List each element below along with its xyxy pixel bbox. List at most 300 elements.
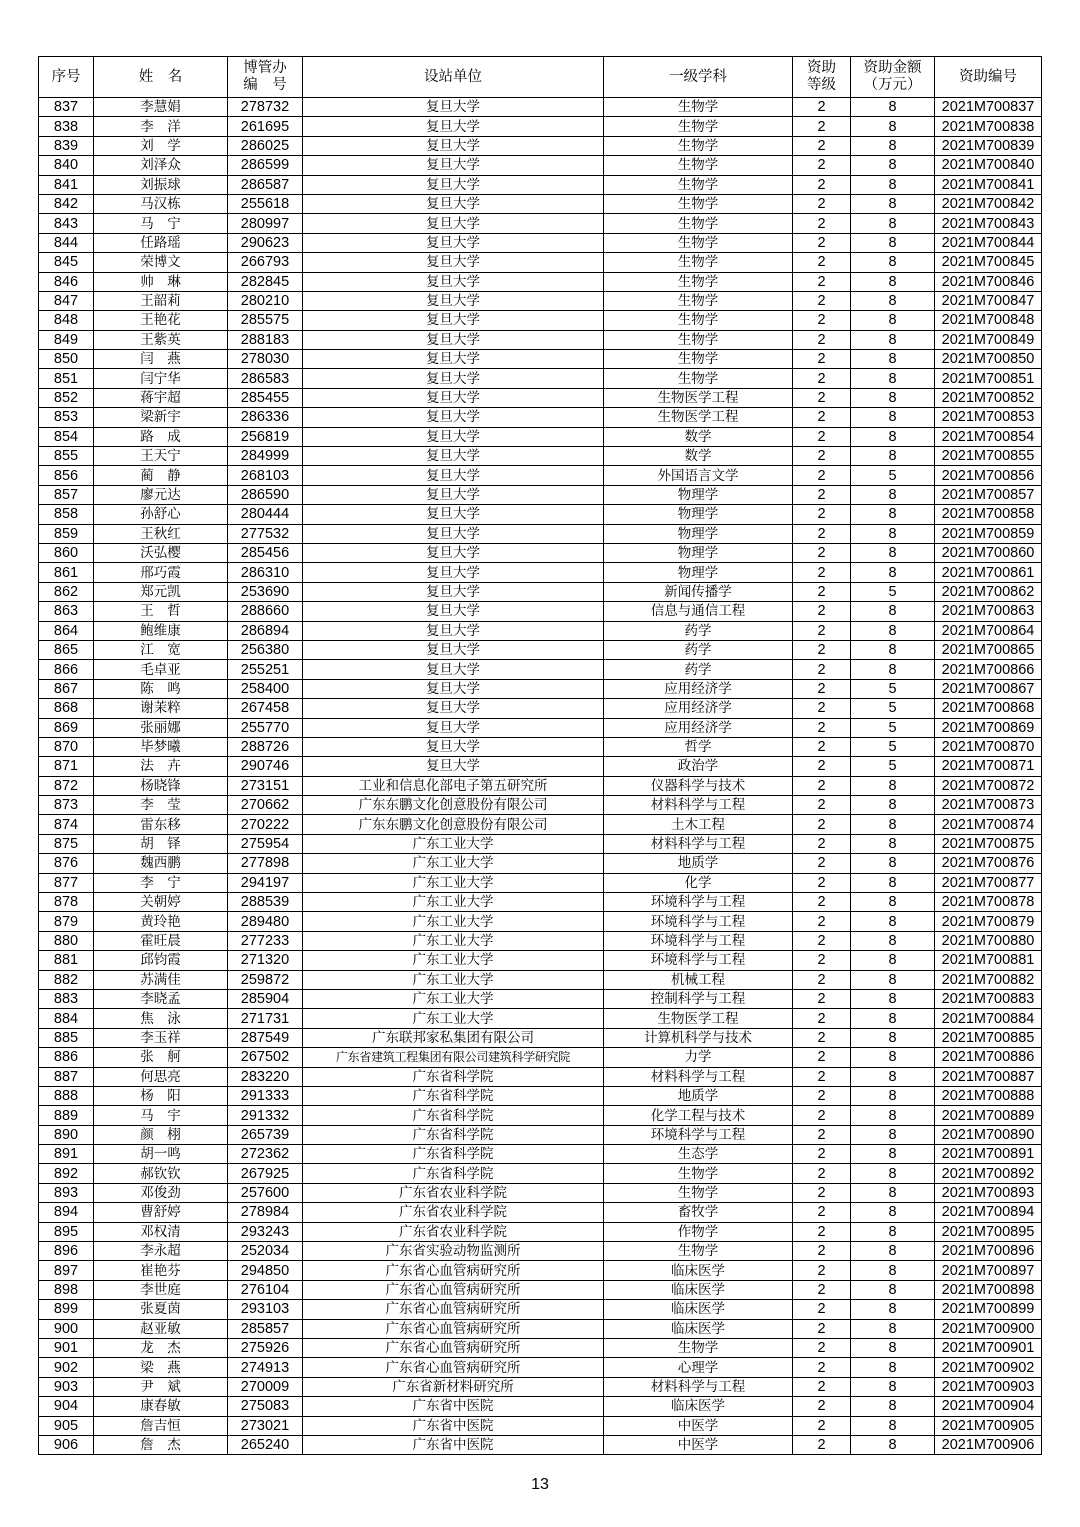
cell-unit: 复旦大学 bbox=[303, 214, 604, 233]
cell-subject: 物理学 bbox=[604, 485, 793, 504]
cell-subject: 哲学 bbox=[604, 737, 793, 756]
cell-grant-number: 2021M700901 bbox=[935, 1339, 1042, 1358]
cell-subject: 药学 bbox=[604, 640, 793, 659]
cell-unit: 广东工业大学 bbox=[303, 834, 604, 853]
cell-name: 关朝婷 bbox=[94, 893, 228, 912]
cell-grant-number: 2021M700856 bbox=[935, 466, 1042, 485]
cell-level: 2 bbox=[793, 815, 851, 834]
cell-amount: 8 bbox=[851, 175, 935, 194]
cell-index: 904 bbox=[39, 1397, 94, 1416]
table-row bbox=[39, 1067, 1042, 1086]
cell-amount: 8 bbox=[851, 1339, 935, 1358]
cell-amount: 8 bbox=[851, 1261, 935, 1280]
cell-level: 2 bbox=[793, 156, 851, 175]
cell-unit: 复旦大学 bbox=[303, 388, 604, 407]
cell-code: 288660 bbox=[228, 602, 303, 621]
table-row bbox=[39, 447, 1042, 466]
table-row bbox=[39, 1280, 1042, 1299]
cell-code: 280997 bbox=[228, 214, 303, 233]
table-row bbox=[39, 893, 1042, 912]
cell-amount: 8 bbox=[851, 893, 935, 912]
table-row bbox=[39, 1164, 1042, 1183]
cell-subject: 生物学 bbox=[604, 330, 793, 349]
cell-code: 255251 bbox=[228, 660, 303, 679]
cell-amount: 8 bbox=[851, 1358, 935, 1377]
table-row bbox=[39, 1203, 1042, 1222]
cell-amount: 8 bbox=[851, 1048, 935, 1067]
cell-code: 285904 bbox=[228, 989, 303, 1008]
cell-amount: 8 bbox=[851, 970, 935, 989]
cell-code: 286310 bbox=[228, 563, 303, 582]
table-row bbox=[39, 311, 1042, 330]
cell-grant-number: 2021M700885 bbox=[935, 1028, 1042, 1047]
table-row bbox=[39, 796, 1042, 815]
cell-grant-number: 2021M700863 bbox=[935, 602, 1042, 621]
cell-subject: 仪器科学与技术 bbox=[604, 776, 793, 795]
cell-grant-number: 2021M700859 bbox=[935, 524, 1042, 543]
cell-index: 871 bbox=[39, 757, 94, 776]
cell-unit: 广东省心血管病研究所 bbox=[303, 1358, 604, 1377]
cell-grant-number: 2021M700852 bbox=[935, 388, 1042, 407]
cell-name: 王 哲 bbox=[94, 602, 228, 621]
cell-name: 李玉祥 bbox=[94, 1028, 228, 1047]
cell-name: 何思亮 bbox=[94, 1067, 228, 1086]
cell-amount: 8 bbox=[851, 1319, 935, 1338]
cell-grant-number: 2021M700897 bbox=[935, 1261, 1042, 1280]
cell-name: 焦 泳 bbox=[94, 1009, 228, 1028]
cell-amount: 8 bbox=[851, 854, 935, 873]
cell-index: 870 bbox=[39, 737, 94, 756]
cell-grant-number: 2021M700894 bbox=[935, 1203, 1042, 1222]
table-row bbox=[39, 834, 1042, 853]
cell-subject: 控制科学与工程 bbox=[604, 989, 793, 1008]
cell-level: 2 bbox=[793, 272, 851, 291]
cell-subject: 临床医学 bbox=[604, 1261, 793, 1280]
cell-unit: 广东工业大学 bbox=[303, 854, 604, 873]
cell-amount: 8 bbox=[851, 272, 935, 291]
cell-name: 蔺 静 bbox=[94, 466, 228, 485]
table-row bbox=[39, 776, 1042, 795]
cell-index: 846 bbox=[39, 272, 94, 291]
cell-index: 875 bbox=[39, 834, 94, 853]
cell-code: 286583 bbox=[228, 369, 303, 388]
cell-index: 844 bbox=[39, 233, 94, 252]
cell-index: 905 bbox=[39, 1416, 94, 1435]
cell-amount: 8 bbox=[851, 1397, 935, 1416]
cell-subject: 应用经济学 bbox=[604, 699, 793, 718]
cell-level: 2 bbox=[793, 233, 851, 252]
table-row bbox=[39, 737, 1042, 756]
table-row bbox=[39, 563, 1042, 582]
cell-code: 270222 bbox=[228, 815, 303, 834]
cell-index: 859 bbox=[39, 524, 94, 543]
cell-index: 880 bbox=[39, 931, 94, 950]
table-row bbox=[39, 330, 1042, 349]
cell-name: 张 舸 bbox=[94, 1048, 228, 1067]
cell-unit: 广东工业大学 bbox=[303, 912, 604, 931]
cell-index: 860 bbox=[39, 543, 94, 562]
header-name: 姓 名 bbox=[94, 57, 228, 98]
cell-unit: 复旦大学 bbox=[303, 408, 604, 427]
cell-level: 2 bbox=[793, 776, 851, 795]
cell-level: 2 bbox=[793, 718, 851, 737]
cell-name: 梁新宇 bbox=[94, 408, 228, 427]
cell-unit: 复旦大学 bbox=[303, 563, 604, 582]
cell-unit: 广东省心血管病研究所 bbox=[303, 1261, 604, 1280]
cell-unit: 复旦大学 bbox=[303, 447, 604, 466]
cell-name: 江 宽 bbox=[94, 640, 228, 659]
cell-index: 869 bbox=[39, 718, 94, 737]
cell-subject: 生物学 bbox=[604, 175, 793, 194]
cell-unit: 复旦大学 bbox=[303, 621, 604, 640]
cell-amount: 8 bbox=[851, 485, 935, 504]
cell-code: 294850 bbox=[228, 1261, 303, 1280]
cell-amount: 8 bbox=[851, 369, 935, 388]
cell-amount: 8 bbox=[851, 815, 935, 834]
cell-code: 294197 bbox=[228, 873, 303, 892]
cell-amount: 8 bbox=[851, 505, 935, 524]
header-index: 序号 bbox=[39, 57, 94, 98]
cell-amount: 8 bbox=[851, 660, 935, 679]
cell-grant-number: 2021M700854 bbox=[935, 427, 1042, 446]
cell-code: 273151 bbox=[228, 776, 303, 795]
cell-amount: 8 bbox=[851, 951, 935, 970]
cell-subject: 生物学 bbox=[604, 98, 793, 117]
cell-subject: 生物学 bbox=[604, 233, 793, 252]
cell-grant-number: 2021M700861 bbox=[935, 563, 1042, 582]
cell-level: 2 bbox=[793, 1377, 851, 1396]
cell-subject: 生物学 bbox=[604, 214, 793, 233]
cell-level: 2 bbox=[793, 1067, 851, 1086]
cell-subject: 环境科学与工程 bbox=[604, 931, 793, 950]
cell-index: 863 bbox=[39, 602, 94, 621]
cell-level: 2 bbox=[793, 1242, 851, 1261]
cell-subject: 生物学 bbox=[604, 117, 793, 136]
cell-code: 271731 bbox=[228, 1009, 303, 1028]
cell-grant-number: 2021M700875 bbox=[935, 834, 1042, 853]
cell-unit: 广东工业大学 bbox=[303, 893, 604, 912]
cell-name: 任路瑶 bbox=[94, 233, 228, 252]
cell-level: 2 bbox=[793, 1009, 851, 1028]
cell-subject: 土木工程 bbox=[604, 815, 793, 834]
cell-unit: 复旦大学 bbox=[303, 737, 604, 756]
cell-level: 2 bbox=[793, 1145, 851, 1164]
cell-unit: 广东省建筑工程集团有限公司建筑科学研究院 bbox=[303, 1048, 604, 1067]
cell-subject: 临床医学 bbox=[604, 1319, 793, 1338]
cell-level: 2 bbox=[793, 1106, 851, 1125]
cell-index: 837 bbox=[39, 98, 94, 117]
cell-name: 李永超 bbox=[94, 1242, 228, 1261]
cell-name: 邱钧霞 bbox=[94, 951, 228, 970]
cell-code: 274913 bbox=[228, 1358, 303, 1377]
cell-index: 854 bbox=[39, 427, 94, 446]
cell-grant-number: 2021M700878 bbox=[935, 893, 1042, 912]
cell-level: 2 bbox=[793, 563, 851, 582]
table-row bbox=[39, 970, 1042, 989]
cell-level: 2 bbox=[793, 369, 851, 388]
cell-name: 邓权清 bbox=[94, 1222, 228, 1241]
cell-unit: 广东工业大学 bbox=[303, 989, 604, 1008]
cell-grant-number: 2021M700864 bbox=[935, 621, 1042, 640]
cell-name: 孙舒心 bbox=[94, 505, 228, 524]
cell-index: 899 bbox=[39, 1300, 94, 1319]
cell-subject: 生物学 bbox=[604, 136, 793, 155]
cell-name: 刘 学 bbox=[94, 136, 228, 155]
cell-level: 2 bbox=[793, 1028, 851, 1047]
cell-subject: 生物学 bbox=[604, 291, 793, 310]
cell-level: 2 bbox=[793, 194, 851, 213]
cell-subject: 畜牧学 bbox=[604, 1203, 793, 1222]
cell-unit: 广东工业大学 bbox=[303, 873, 604, 892]
cell-grant-number: 2021M700891 bbox=[935, 1145, 1042, 1164]
cell-amount: 5 bbox=[851, 757, 935, 776]
cell-unit: 广东联邦家私集团有限公司 bbox=[303, 1028, 604, 1047]
cell-unit: 广东东鹏文化创意股份有限公司 bbox=[303, 815, 604, 834]
table-row bbox=[39, 660, 1042, 679]
cell-grant-number: 2021M700880 bbox=[935, 931, 1042, 950]
cell-grant-number: 2021M700855 bbox=[935, 447, 1042, 466]
table-row bbox=[39, 1183, 1042, 1202]
cell-subject: 作物学 bbox=[604, 1222, 793, 1241]
cell-name: 谢茉粹 bbox=[94, 699, 228, 718]
cell-grant-number: 2021M700853 bbox=[935, 408, 1042, 427]
cell-code: 286025 bbox=[228, 136, 303, 155]
cell-index: 882 bbox=[39, 970, 94, 989]
cell-subject: 临床医学 bbox=[604, 1280, 793, 1299]
cell-level: 2 bbox=[793, 485, 851, 504]
cell-index: 900 bbox=[39, 1319, 94, 1338]
cell-index: 887 bbox=[39, 1067, 94, 1086]
cell-unit: 复旦大学 bbox=[303, 485, 604, 504]
cell-subject: 生物医学工程 bbox=[604, 388, 793, 407]
cell-amount: 8 bbox=[851, 796, 935, 815]
cell-name: 霍旺晨 bbox=[94, 931, 228, 950]
cell-level: 2 bbox=[793, 757, 851, 776]
cell-amount: 8 bbox=[851, 253, 935, 272]
cell-index: 849 bbox=[39, 330, 94, 349]
header-amount: 资助金额 （万元） bbox=[851, 57, 935, 98]
table-row bbox=[39, 912, 1042, 931]
cell-grant-number: 2021M700888 bbox=[935, 1086, 1042, 1105]
table-body bbox=[39, 98, 1042, 1455]
cell-grant-number: 2021M700846 bbox=[935, 272, 1042, 291]
table-row bbox=[39, 1048, 1042, 1067]
cell-amount: 8 bbox=[851, 989, 935, 1008]
cell-grant-number: 2021M700899 bbox=[935, 1300, 1042, 1319]
cell-grant-number: 2021M700876 bbox=[935, 854, 1042, 873]
cell-level: 2 bbox=[793, 873, 851, 892]
cell-name: 黄玲艳 bbox=[94, 912, 228, 931]
cell-name: 龙 杰 bbox=[94, 1339, 228, 1358]
table-row bbox=[39, 621, 1042, 640]
table-row bbox=[39, 602, 1042, 621]
table-row bbox=[39, 272, 1042, 291]
cell-name: 刘泽众 bbox=[94, 156, 228, 175]
cell-name: 王紫英 bbox=[94, 330, 228, 349]
cell-amount: 8 bbox=[851, 1125, 935, 1144]
cell-name: 李慧娟 bbox=[94, 98, 228, 117]
cell-index: 839 bbox=[39, 136, 94, 155]
cell-amount: 8 bbox=[851, 1164, 935, 1183]
cell-subject: 应用经济学 bbox=[604, 679, 793, 698]
cell-amount: 8 bbox=[851, 834, 935, 853]
cell-grant-number: 2021M700858 bbox=[935, 505, 1042, 524]
cell-amount: 8 bbox=[851, 1242, 935, 1261]
table-row bbox=[39, 233, 1042, 252]
cell-grant-number: 2021M700842 bbox=[935, 194, 1042, 213]
cell-subject: 生物学 bbox=[604, 272, 793, 291]
cell-amount: 8 bbox=[851, 1086, 935, 1105]
cell-index: 884 bbox=[39, 1009, 94, 1028]
cell-name: 杨 阳 bbox=[94, 1086, 228, 1105]
cell-level: 2 bbox=[793, 699, 851, 718]
table-row bbox=[39, 1435, 1042, 1454]
cell-unit: 复旦大学 bbox=[303, 427, 604, 446]
cell-code: 275083 bbox=[228, 1397, 303, 1416]
cell-level: 2 bbox=[793, 136, 851, 155]
table-row bbox=[39, 951, 1042, 970]
cell-grant-number: 2021M700865 bbox=[935, 640, 1042, 659]
table-row bbox=[39, 1416, 1042, 1435]
cell-unit: 广东省中医院 bbox=[303, 1435, 604, 1454]
cell-amount: 8 bbox=[851, 873, 935, 892]
cell-unit: 复旦大学 bbox=[303, 233, 604, 252]
cell-level: 2 bbox=[793, 466, 851, 485]
cell-amount: 8 bbox=[851, 156, 935, 175]
cell-index: 897 bbox=[39, 1261, 94, 1280]
cell-level: 2 bbox=[793, 893, 851, 912]
cell-amount: 8 bbox=[851, 1009, 935, 1028]
cell-grant-number: 2021M700838 bbox=[935, 117, 1042, 136]
table-row bbox=[39, 699, 1042, 718]
cell-index: 862 bbox=[39, 582, 94, 601]
cell-name: 蒋宇超 bbox=[94, 388, 228, 407]
cell-code: 284999 bbox=[228, 447, 303, 466]
cell-subject: 生物学 bbox=[604, 1339, 793, 1358]
cell-name: 毛卓亚 bbox=[94, 660, 228, 679]
cell-level: 2 bbox=[793, 912, 851, 931]
cell-subject: 地质学 bbox=[604, 854, 793, 873]
table-row bbox=[39, 136, 1042, 155]
cell-amount: 5 bbox=[851, 737, 935, 756]
cell-unit: 广东省心血管病研究所 bbox=[303, 1300, 604, 1319]
table-row bbox=[39, 350, 1042, 369]
cell-code: 271320 bbox=[228, 951, 303, 970]
cell-code: 285575 bbox=[228, 311, 303, 330]
cell-unit: 广东省农业科学院 bbox=[303, 1183, 604, 1202]
cell-amount: 8 bbox=[851, 98, 935, 117]
cell-unit: 广东省农业科学院 bbox=[303, 1203, 604, 1222]
cell-name: 梁 燕 bbox=[94, 1358, 228, 1377]
cell-index: 901 bbox=[39, 1339, 94, 1358]
cell-grant-number: 2021M700884 bbox=[935, 1009, 1042, 1028]
cell-amount: 8 bbox=[851, 1377, 935, 1396]
cell-index: 850 bbox=[39, 350, 94, 369]
cell-index: 889 bbox=[39, 1106, 94, 1125]
cell-name: 颜 栩 bbox=[94, 1125, 228, 1144]
cell-code: 261695 bbox=[228, 117, 303, 136]
cell-index: 892 bbox=[39, 1164, 94, 1183]
table-row bbox=[39, 989, 1042, 1008]
cell-subject: 生物学 bbox=[604, 1183, 793, 1202]
cell-subject: 物理学 bbox=[604, 524, 793, 543]
cell-unit: 广东省科学院 bbox=[303, 1145, 604, 1164]
funding-list-table-container bbox=[38, 56, 1041, 1455]
cell-grant-number: 2021M700903 bbox=[935, 1377, 1042, 1396]
cell-name: 廖元达 bbox=[94, 485, 228, 504]
table-row bbox=[39, 1377, 1042, 1396]
table-row bbox=[39, 815, 1042, 834]
cell-level: 2 bbox=[793, 98, 851, 117]
table-row bbox=[39, 1242, 1042, 1261]
cell-name: 闫 燕 bbox=[94, 350, 228, 369]
cell-amount: 8 bbox=[851, 427, 935, 446]
table-row bbox=[39, 1145, 1042, 1164]
cell-unit: 复旦大学 bbox=[303, 505, 604, 524]
cell-level: 2 bbox=[793, 854, 851, 873]
table-row bbox=[39, 931, 1042, 950]
cell-unit: 广东省科学院 bbox=[303, 1067, 604, 1086]
cell-level: 2 bbox=[793, 1416, 851, 1435]
cell-unit: 广东省科学院 bbox=[303, 1164, 604, 1183]
table-row bbox=[39, 175, 1042, 194]
cell-amount: 8 bbox=[851, 330, 935, 349]
cell-subject: 力学 bbox=[604, 1048, 793, 1067]
cell-code: 285455 bbox=[228, 388, 303, 407]
cell-subject: 化学工程与技术 bbox=[604, 1106, 793, 1125]
table-row bbox=[39, 1125, 1042, 1144]
cell-name: 帅 琳 bbox=[94, 272, 228, 291]
cell-code: 256380 bbox=[228, 640, 303, 659]
cell-index: 891 bbox=[39, 1145, 94, 1164]
cell-grant-number: 2021M700890 bbox=[935, 1125, 1042, 1144]
cell-subject: 生态学 bbox=[604, 1145, 793, 1164]
cell-code: 291332 bbox=[228, 1106, 303, 1125]
cell-level: 2 bbox=[793, 931, 851, 950]
cell-amount: 8 bbox=[851, 543, 935, 562]
cell-code: 270009 bbox=[228, 1377, 303, 1396]
cell-index: 906 bbox=[39, 1435, 94, 1454]
cell-amount: 8 bbox=[851, 1145, 935, 1164]
cell-code: 290623 bbox=[228, 233, 303, 252]
cell-grant-number: 2021M700877 bbox=[935, 873, 1042, 892]
cell-level: 2 bbox=[793, 1203, 851, 1222]
table-row bbox=[39, 98, 1042, 117]
cell-name: 沃弘樱 bbox=[94, 543, 228, 562]
cell-level: 2 bbox=[793, 1086, 851, 1105]
cell-code: 252034 bbox=[228, 1242, 303, 1261]
cell-code: 257600 bbox=[228, 1183, 303, 1202]
cell-subject: 环境科学与工程 bbox=[604, 951, 793, 970]
table-row bbox=[39, 117, 1042, 136]
cell-name: 郑元凯 bbox=[94, 582, 228, 601]
cell-grant-number: 2021M700872 bbox=[935, 776, 1042, 795]
table-row bbox=[39, 408, 1042, 427]
cell-unit: 广东工业大学 bbox=[303, 951, 604, 970]
cell-subject: 生物学 bbox=[604, 311, 793, 330]
cell-subject: 生物学 bbox=[604, 1164, 793, 1183]
cell-amount: 8 bbox=[851, 931, 935, 950]
cell-grant-number: 2021M700895 bbox=[935, 1222, 1042, 1241]
cell-amount: 5 bbox=[851, 699, 935, 718]
cell-name: 张夏茵 bbox=[94, 1300, 228, 1319]
cell-code: 285857 bbox=[228, 1319, 303, 1338]
cell-name: 邢巧霞 bbox=[94, 563, 228, 582]
cell-unit: 复旦大学 bbox=[303, 369, 604, 388]
cell-grant-number: 2021M700848 bbox=[935, 311, 1042, 330]
table-row bbox=[39, 1222, 1042, 1241]
cell-level: 2 bbox=[793, 1183, 851, 1202]
